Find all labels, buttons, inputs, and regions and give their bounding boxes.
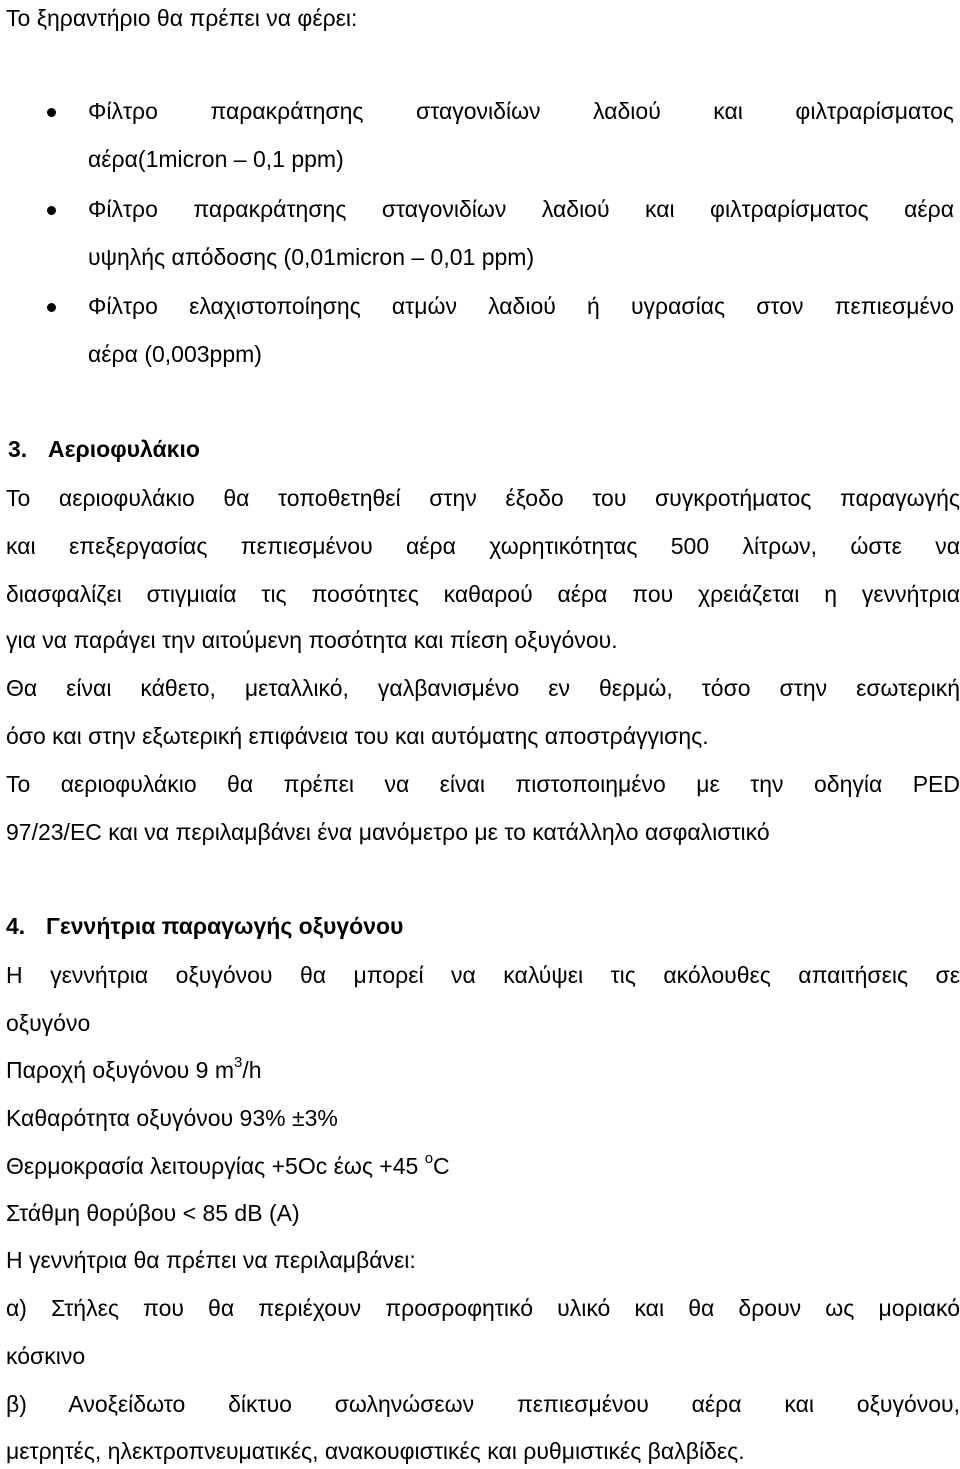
list-item-line: Φίλτρο ελαχιστοποίησης ατμών λαδιού ή υγρασίας στον πεπιεσμένο <box>88 293 954 319</box>
degree-superscript: o <box>424 1150 434 1168</box>
oxygen-flow-spec <box>6 1056 262 1084</box>
paragraph-line: 97/23/EC και να περιλαμβάνει ένα μανόμετρο με το κατάλληλο ασφαλιστικό <box>6 819 770 845</box>
section-3-title: Αεριοφυλάκιο <box>48 436 200 462</box>
item-a-line: α) Στήλες που θα περιέχουν προσροφητικό υλικό και θα δρουν ως μοριακό <box>6 1295 960 1321</box>
flow-unit-suffix: /h <box>242 1057 262 1083</box>
temperature-text: Θερμοκρασία λειτουργίας +5Oc έως +45 <box>6 1153 425 1179</box>
temperature-unit: C <box>433 1153 450 1179</box>
paragraph-line: για να παράγει την αιτούμενη ποσότητα και πίεση οξυγόνου. <box>6 627 618 653</box>
item-b-line: β) Ανοξείδωτο δίκτυο σωληνώσεων πεπιεσμένου αέρα και οξυγόνου, <box>6 1391 960 1417</box>
includes-heading: Η γεννήτρια θα πρέπει να περιλαμβάνει: <box>6 1247 416 1273</box>
flow-text: Παροχή οξυγόνου 9 m <box>6 1057 234 1083</box>
section-4-number: 4. <box>6 913 26 939</box>
requirements-intro: Η γεννήτρια οξυγόνου θα μπορεί να καλύψει τις ακόλουθες απαιτήσεις σε <box>6 962 960 988</box>
section-3-number: 3. <box>8 436 28 462</box>
paragraph-line: Θα είναι κάθετο, μεταλλικό, γαλβανισμένο εν θερμώ, τόσο στην εσωτερική <box>6 675 960 701</box>
item-a-line: κόσκινο <box>6 1343 86 1369</box>
bullet-icon <box>47 206 56 215</box>
list-item-line: υψηλής απόδοσης (0,01micron – 0,01 ppm) <box>88 244 535 270</box>
list-item-line: αέρα (0,003ppm) <box>88 341 262 367</box>
section-4-title: Γεννήτρια παραγωγής οξυγόνου <box>46 913 404 939</box>
requirements-intro-cont: οξυγόνο <box>6 1010 91 1036</box>
flow-unit-superscript: 3 <box>233 1054 243 1072</box>
item-b-line: μετρητές, ηλεκτροπνευματικές, ανακουφιστικές και ρυθμιστικές βαλβίδες. <box>6 1438 745 1464</box>
list-item-line: Φίλτρο παρακράτησης σταγονιδίων λαδιού και φιλτραρίσματος αέρα <box>88 196 954 222</box>
list-item-line: αέρα(1micron – 0,1 ppm) <box>88 146 344 172</box>
paragraph-line: και επεξεργασίας πεπιεσμένου αέρα χωρητικότητας 500 λίτρων, ώστε να <box>6 533 960 559</box>
oxygen-purity-spec: Καθαρότητα οξυγόνου 93% ±3% <box>6 1105 338 1131</box>
intro-text: Το ξηραντήριο θα πρέπει να φέρει: <box>6 5 358 31</box>
bullet-icon <box>47 108 56 117</box>
paragraph-line: όσο και στην εξωτερική επιφάνεια του και αυτόματης αποστράγγισης. <box>6 723 709 749</box>
section-4-heading <box>6 912 403 940</box>
section-3-heading <box>8 435 200 463</box>
paragraph-line: διασφαλίζει στιγμιαία τις ποσότητες καθαρού αέρα που χρειάζεται η γεννήτρια <box>6 581 960 607</box>
list-item-line: Φίλτρο παρακράτησης σταγονιδίων λαδιού και φιλτραρίσματος <box>88 98 954 124</box>
operating-temperature-spec <box>6 1152 450 1180</box>
paragraph-line: Το αεριοφυλάκιο θα τοποθετηθεί στην έξοδο του συγκροτήματος παραγωγής <box>6 485 960 511</box>
noise-level-spec: Στάθμη θορύβου < 85 dB (A) <box>6 1200 300 1226</box>
paragraph-line: Το αεριοφυλάκιο θα πρέπει να είναι πιστοποιημένο με την οδηγία PED <box>6 771 960 797</box>
bullet-icon <box>47 303 56 312</box>
